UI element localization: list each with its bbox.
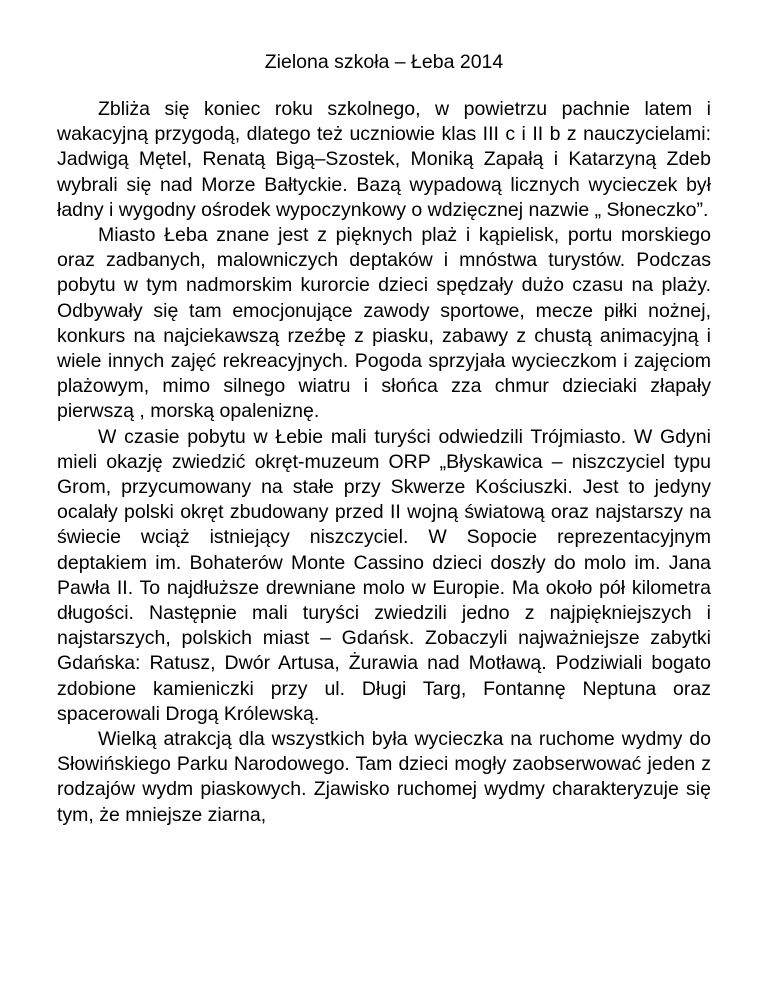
document-page xyxy=(57,50,711,828)
paragraph-leba: Miasto Łeba znane jest z pięknych plaż i kąpielisk, portu morskiego oraz zadbanych, malowniczych deptaków i mnóstwa turystów. Podczas pobytu w tym nadmorskim kurorcie dzieci spędzały dużo czasu na plaży. Odbywały się tam emocjonujące zawody sportowe, mecze piłki nożnej, konkurs na najciekawszą rzeźbę z piasku, zabawy z chustą animacyjną i wiele innych zajęć rekreacyjnych. Pogoda sprzyjała wycieczkom i zajęciom plażowym, mimo silnego wiatru i słońca zza chmur dzieciaki złapały pierwszą , morską opaleniznę. xyxy=(57,224,711,423)
paragraph-wydmy: Wielką atrakcją dla wszystkich była wycieczka na ruchome wydmy do Słowińskiego Parku Narodowego. Tam dzieci mogły zaobserwować jeden z rodzajów wydm piaskowych. Zjawisko ruchomej wydmy charakteryzuje się tym, że mniejsze ziarna, xyxy=(57,728,711,826)
paragraph-intro: Zbliża się koniec roku szkolnego, w powietrzu pachnie latem i wakacyjną przygodą, dlatego też uczniowie klas III c i II b z nauczycielami: Jadwigą Mętel, Renatą Bigą–Szostek, Moniką Zapałą i Katarzyną Zdeb wybrali się nad Morze Bałtyckie. Bazą wypadową licznych wycieczek był ładny i wygodny ośrodek wypoczynkowy o wdzięcznej nazwie „ Słoneczko”. xyxy=(57,98,711,221)
paragraph-trojmiasto: W czasie pobytu w Łebie mali turyści odwiedzili Trójmiasto. W Gdyni mieli okazję zwiedzić okręt-muzeum ORP „Błyskawica – niszczyciel typu Grom, przycumowany na stałe przy Skwerze Kościuszki. Jest to jedyny ocalały polski okręt zbudowany przed II wojną światową oraz najstarszy na świecie wciąż istniejący niszczyciel. W Sopocie reprezentacyjnym deptakiem im. Bohaterów Monte Cassino dzieci doszły do molo im. Jana Pawła II. To najdłuższe drewniane molo w Europie. Ma około pół kilometra długości. Następnie mali turyści zwiedzili jedno z najpiękniejszych i najstarszych, polskich miast – Gdańsk. Zobaczyli najważniejsze zabytki Gdańska: Ratusz, Dwór Artusa, Żurawia nad Motławą. Podziwiali bogato zdobione kamieniczki przy ul. Długi Targ, Fontannę Neptuna oraz spacerowali Drogą Królewską. xyxy=(57,425,711,725)
document-title: Zielona szkoła – Łeba 2014 xyxy=(264,51,504,73)
